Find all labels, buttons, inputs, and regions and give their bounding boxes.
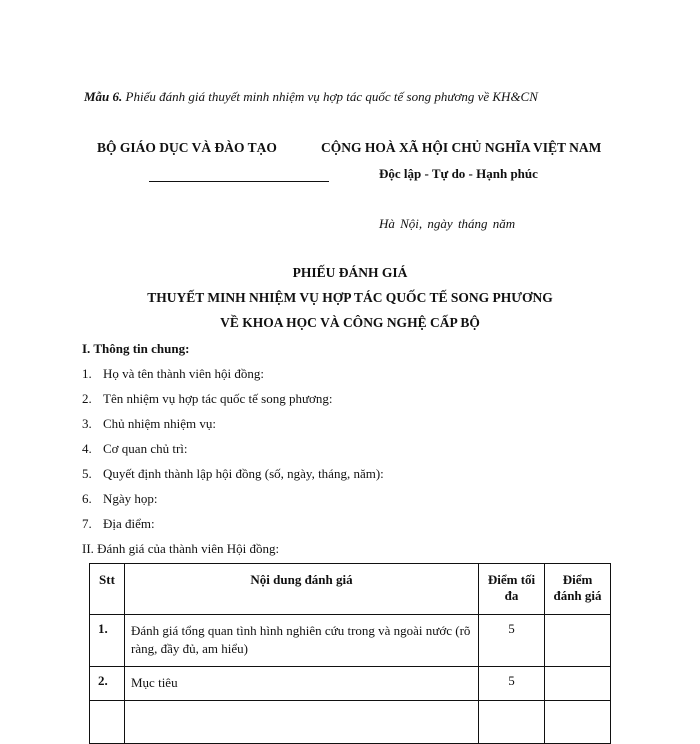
row-eval-score-cell[interactable] [545, 667, 611, 701]
info-item-text: Quyết định thành lập hội đồng (số, ngày, tháng, năm): [103, 466, 384, 481]
info-item [82, 391, 332, 407]
table-row [90, 667, 611, 701]
table-row [90, 615, 611, 667]
document-title-line-3: VỀ KHOA HỌC VÀ CÔNG NGHỆ CẤP BỘ [220, 315, 480, 330]
form-number: Mẫu 6. [84, 89, 123, 104]
row-criterion: Đánh giá tổng quan tình hình nghiên cứu trong và ngoài nước (rõ ràng, đầy đủ, am hiểu) [125, 615, 479, 667]
info-item-number: 4. [82, 441, 92, 456]
info-item-number: 2. [82, 391, 92, 406]
info-item [82, 516, 155, 532]
max-score-header-line-2: đa [504, 588, 519, 603]
column-header-eval-score [545, 564, 611, 615]
info-item-number: 5. [82, 466, 92, 481]
info-item-text: Địa điểm: [103, 516, 155, 531]
info-item [82, 466, 384, 482]
info-item-text: Tên nhiệm vụ hợp tác quốc tế song phương: [103, 391, 333, 406]
form-title: Phiếu đánh giá thuyết minh nhiệm vụ hợp tác quốc tế song phương về KH&CN [125, 89, 538, 104]
row-max-score: 5 [479, 615, 545, 667]
max-score-header-line-1: Điểm tối [487, 572, 536, 587]
info-item-text: Họ và tên thành viên hội đồng: [103, 366, 265, 381]
row-max-score [479, 701, 545, 744]
info-item [82, 366, 264, 382]
row-number: 2. [90, 667, 125, 701]
document-title-line-2: THUYẾT MINH NHIỆM VỤ HỢP TÁC QUỐC TẾ SONG PHƯƠNG [147, 290, 553, 305]
column-header-max-score [479, 564, 545, 615]
info-item [82, 441, 188, 457]
column-header-content: Nội dung đánh giá [125, 564, 479, 615]
row-eval-score-cell[interactable] [545, 615, 611, 667]
table-header-row [90, 564, 611, 615]
document-title-line-1: PHIẾU ĐÁNH GIÁ [292, 265, 408, 280]
ministry-name: BỘ GIÁO DỤC VÀ ĐÀO TẠO [97, 140, 277, 155]
row-criterion: Mục tiêu [125, 667, 479, 701]
evaluation-table [89, 563, 611, 744]
form-caption [84, 89, 538, 105]
republic-name: CỘNG HOÀ XÃ HỘI CHỦ NGHĨA VIỆT NAM [321, 140, 602, 155]
info-item-number: 7. [82, 516, 92, 531]
info-item-number: 1. [82, 366, 92, 381]
ministry-underline [149, 181, 329, 182]
column-header-stt: Stt [90, 564, 125, 615]
info-item [82, 491, 158, 507]
info-item [82, 416, 216, 432]
row-number [90, 701, 125, 744]
eval-score-header-line-2: đánh giá [553, 588, 602, 603]
national-motto: Độc lập - Tự do - Hạnh phúc [379, 166, 538, 181]
section-evaluation-heading: II. Đánh giá của thành viên Hội đồng: [82, 541, 280, 556]
row-number: 1. [90, 615, 125, 667]
info-item-number: 6. [82, 491, 92, 506]
info-item-text: Chủ nhiệm nhiệm vụ: [103, 416, 217, 431]
row-max-score: 5 [479, 667, 545, 701]
info-item-number: 3. [82, 416, 92, 431]
row-criterion [125, 701, 479, 744]
info-item-text: Cơ quan chủ trì: [103, 441, 188, 456]
row-eval-score-cell[interactable] [545, 701, 611, 744]
place-date-line: Hà Nội, ngày tháng năm [379, 216, 516, 231]
info-item-text: Ngày họp: [103, 491, 158, 506]
table-row [90, 701, 611, 744]
eval-score-header-line-1: Điểm [562, 572, 593, 587]
section-general-info-heading: I. Thông tin chung: [82, 341, 190, 356]
